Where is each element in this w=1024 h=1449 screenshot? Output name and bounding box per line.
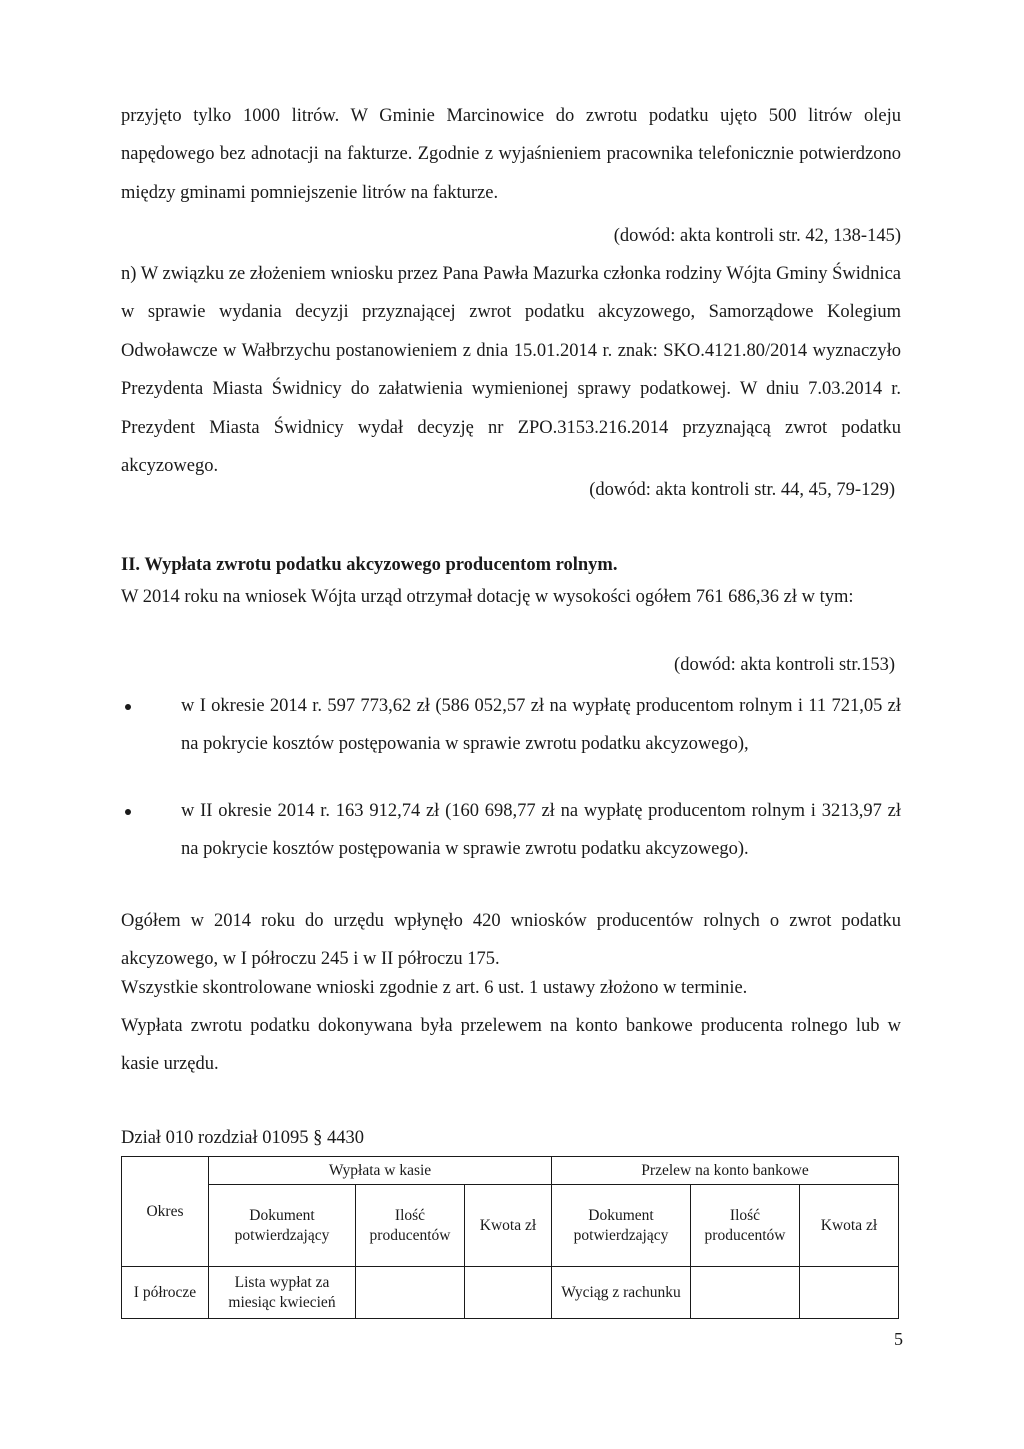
header-cash-payment: Wypłata w kasie	[209, 1157, 552, 1185]
header-transfer-count: Ilość producentów	[691, 1185, 800, 1267]
row-transfer-count	[691, 1267, 800, 1319]
table-row	[122, 1267, 899, 1319]
row-cash-count	[356, 1267, 465, 1319]
paragraph-payment: Wypłata zwrotu podatku dokonywana była przelewem na konto bankowe producenta rolnego lub w kasie urzędu.	[121, 1016, 901, 1075]
row-transfer-document: Wyciąg z rachunku	[552, 1267, 691, 1319]
paragraph-n: n) W związku ze złożeniem wniosku przez Pana Pawła Mazurka członka rodziny Wójta Gminy Świdnica w sprawie wydania decyzji przyznającej zwrot podatku akcyzowego, Samorządowe Kolegium Odwoławcze w Wałbrzychu postanowieniem z dnia 15.01.2014 r. znak: SKO.4121.80/2014 wyznaczyło Prezydenta Miasta Świdnicy do załatwienia wymienionej sprawy podatkowej. W dniu 7.03.2014 r. Prezydent Miasta Świdnicy wydał decyzję nr ZPO.3153.216.2014 przyznającą zwrot podatku akcyzowego.	[121, 264, 901, 477]
budget-section-label: Dział 010 rozdział 01095 § 4430	[121, 1128, 365, 1148]
evidence-citation: (dowód: akta kontroli str. 44, 45, 79-129)	[589, 480, 895, 500]
header-period: Okres	[122, 1157, 209, 1267]
row-cash-document: Lista wypłat za miesiąc kwiecień	[209, 1267, 356, 1319]
paragraph-deadline: Wszystkie skontrolowane wnioski zgodnie z art. 6 ust. 1 ustawy złożono w terminie.	[121, 978, 748, 998]
list-item-text: w I okresie 2014 r. 597 773,62 zł (586 052,57 zł na wypłatę producentom rolnym i 11 721,05 zł na pokrycie kosztów postępowania w sprawie zwrotu podatku akcyzowego),	[181, 696, 901, 755]
section-heading: II. Wypłata zwrotu podatku akcyzowego producentom rolnym.	[121, 555, 618, 575]
list-item	[147, 792, 901, 869]
header-cash-document: Dokument potwierdzający	[209, 1185, 356, 1267]
header-transfer-document: Dokument potwierdzający	[552, 1185, 691, 1267]
payments-table	[121, 1156, 899, 1319]
header-bank-transfer: Przelew na konto bankowe	[552, 1157, 899, 1185]
page-number: 5	[894, 1329, 903, 1349]
header-cash-count: Ilość producentów	[356, 1185, 465, 1267]
list-item-text: w II okresie 2014 r. 163 912,74 zł (160 698,77 zł na wypłatę producentom rolnym i 3213,97 zł na pokrycie kosztów postępowania w sprawie zwrotu podatku akcyzowego).	[181, 801, 901, 860]
row-period: I półrocze	[122, 1267, 209, 1319]
header-transfer-amount: Kwota zł	[800, 1185, 899, 1267]
row-transfer-amount	[800, 1267, 899, 1319]
bullet-icon	[125, 809, 131, 815]
list-item	[147, 687, 901, 764]
paragraph-intro: przyjęto tylko 1000 litrów. W Gminie Marcinowice do zwrotu podatku ujęto 500 litrów oleju napędowego bez adnotacji na fakturze. Zgodnie z wyjaśnieniem pracownika telefonicznie potwierdzono między gminami pomniejszenie litrów na fakturze.	[121, 106, 901, 203]
row-cash-amount	[465, 1267, 552, 1319]
paragraph-subsidy: W 2014 roku na wniosek Wójta urząd otrzymał dotację w wysokości ogółem 761 686,36 zł w tym:	[121, 587, 854, 607]
bullet-icon	[125, 704, 131, 710]
evidence-citation: (dowód: akta kontroli str. 42, 138-145)	[613, 226, 901, 246]
evidence-citation: (dowód: akta kontroli str.153)	[674, 655, 895, 675]
header-cash-amount: Kwota zł	[465, 1185, 552, 1267]
paragraph-applications: Ogółem w 2014 roku do urzędu wpłynęło 420 wniosków producentów rolnych o zwrot podatku akcyzowego, w I półroczu 245 i w II półroczu 175.	[121, 911, 901, 970]
